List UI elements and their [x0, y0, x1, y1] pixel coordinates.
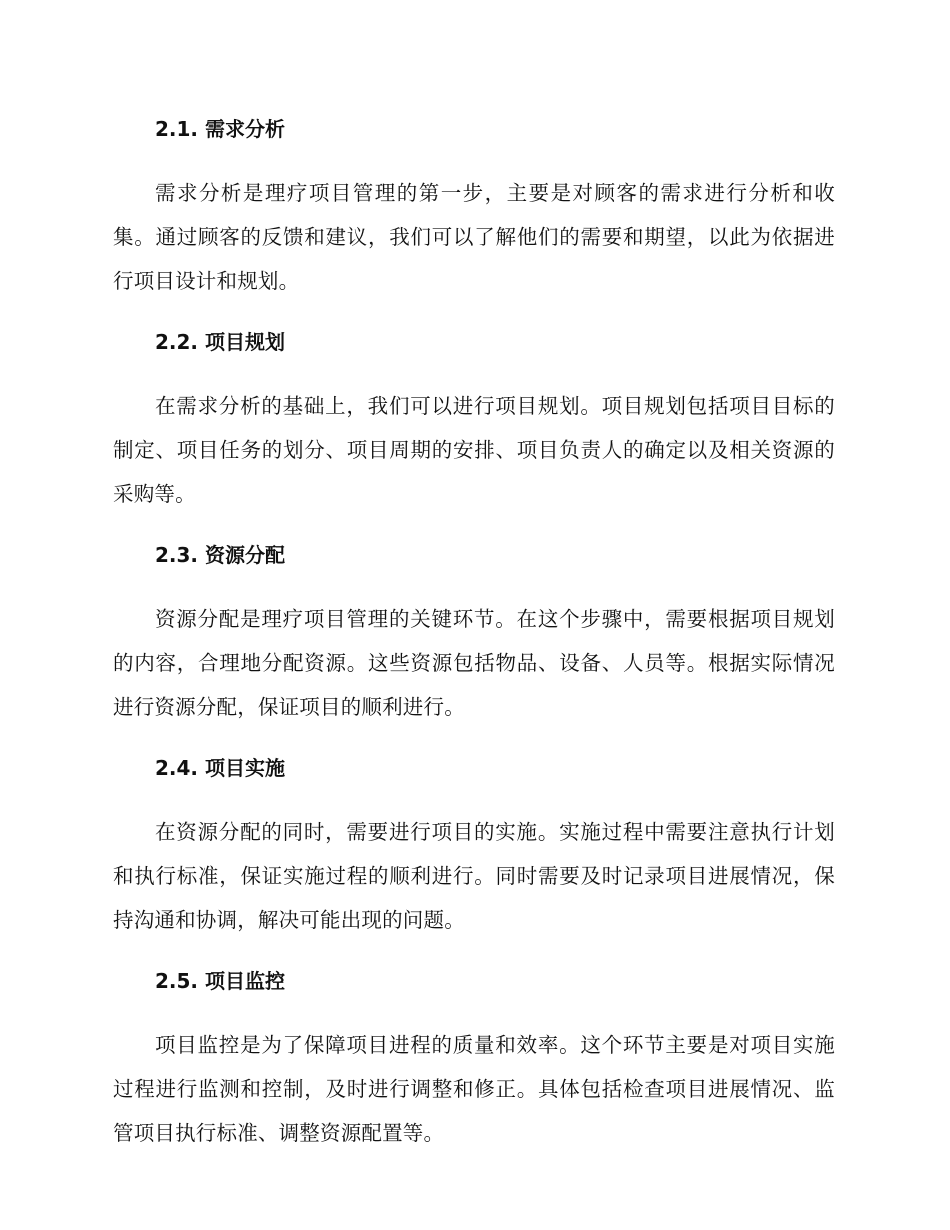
section-paragraph: 在资源分配的同时，需要进行项目的实施。实施过程中需要注意执行计划和执行标准，保证实施过程的顺利进行。同时需要及时记录项目进展情况，保持沟通和协调，解决可能出现的问题。: [113, 820, 835, 932]
section-heading: 2.3. 资源分配: [155, 543, 285, 567]
section-heading: 2.1. 需求分析: [155, 117, 285, 141]
section-project-monitoring: [113, 963, 835, 1155]
section-project-implementation: [113, 750, 835, 942]
document-content: [113, 111, 835, 1176]
section-heading: 2.4. 项目实施: [155, 756, 285, 780]
section-paragraph: 资源分配是理疗项目管理的关键环节。在这个步骤中，需要根据项目规划的内容，合理地分配资源。这些资源包括物品、设备、人员等。根据实际情况进行资源分配，保证项目的顺利进行。: [113, 607, 835, 719]
section-requirements-analysis: [113, 111, 835, 303]
section-paragraph: 项目监控是为了保障项目进程的质量和效率。这个环节主要是对项目实施过程进行监测和控制，及时进行调整和修正。具体包括检查项目进展情况、监管项目执行标准、调整资源配置等。: [113, 1033, 835, 1145]
section-paragraph: 需求分析是理疗项目管理的第一步，主要是对顾客的需求进行分析和收集。通过顾客的反馈和建议，我们可以了解他们的需要和期望，以此为依据进行项目设计和规划。: [113, 181, 835, 293]
section-paragraph: 在需求分析的基础上，我们可以进行项目规划。项目规划包括项目目标的制定、项目任务的划分、项目周期的安排、项目负责人的确定以及相关资源的采购等。: [113, 394, 835, 506]
section-resource-allocation: [113, 537, 835, 729]
section-heading: 2.5. 项目监控: [155, 969, 285, 993]
section-project-planning: [113, 324, 835, 516]
section-heading: 2.2. 项目规划: [155, 330, 285, 354]
